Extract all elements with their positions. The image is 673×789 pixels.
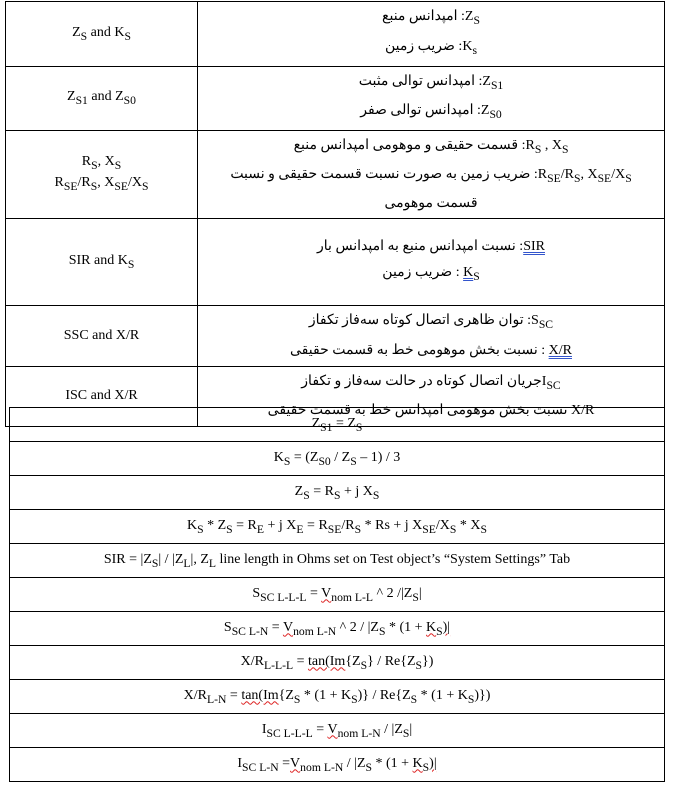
formula-cell: $X/R_{L-N} = \tan(Im\{Z_S * (1 + K_S)\} / Re\{Z_S * (1 + K_S)\})$: [10, 680, 665, 714]
formula-cell: $S_{SC L-N} = V_{nom}$ $_{L-N}$ ^ $2 / |Z_S * (1 + K_S)|$: [10, 612, 665, 646]
description-cell: $Z_S$: امپدانس منبع $K_s$: ضریب زمین: [198, 2, 665, 67]
formula-row: [10, 476, 665, 510]
formulas-table: [9, 407, 665, 782]
parameters-table: [5, 1, 665, 427]
formula-row: [10, 748, 665, 782]
formula-row: [10, 544, 665, 578]
table-row: [6, 305, 665, 366]
formula-row: [10, 510, 665, 544]
description-cell: $S_{SC}$: توان ظاهری اتصال کوتاه سه‌فاز تکفاز X/R : نسبت بخش موهومی خط به قسمت حقیقی: [198, 305, 665, 366]
param-cell: $Z_{S1}$ and $Z_{S0}$: [6, 66, 198, 131]
formula-cell: $I_{SC L-N} =V_{nom}$ $_{L-N} / |Z_S * (1 + K_S)|$: [10, 748, 665, 782]
table-row: [6, 66, 665, 131]
param-cell: SIR and $K_S$: [6, 218, 198, 305]
formula-row: [10, 714, 665, 748]
formula-cell: SIR = $|Z_S| / |Z_L|$, $Z_L$ line length in Ohms set on Test object’s “System Settings” Tab: [10, 544, 665, 578]
formula-cell: $Z_S = R_S + j$ $X_S$: [10, 476, 665, 510]
description-cell: $Z_{S1}$: امپدانس توالی مثبت $Z_{S0}$: امپدانس توالی صفر: [198, 66, 665, 131]
formula-row: [10, 646, 665, 680]
param-cell: $Z_S$ and $K_S$: [6, 2, 198, 67]
table-row: [6, 218, 665, 305]
param-cell: SSC and X/R: [6, 305, 198, 366]
formula-row: [10, 442, 665, 476]
formula-cell: $S_{SC L-L-L} = V_{nom}$ $_{L-L}$ ^ 2 $/|Z_S|$: [10, 578, 665, 612]
formula-row: [10, 408, 665, 442]
formula-row: [10, 578, 665, 612]
table-row: [6, 2, 665, 67]
formula-cell: $Z_{S1} = Z_S$: [10, 408, 665, 442]
formula-cell: $I_{SC L-L-L} = V_{nom}$ $_{L-N} / |Z_S|$: [10, 714, 665, 748]
param-cell: ISC and X/R: [6, 366, 198, 427]
formula-row: [10, 680, 665, 714]
description-cell: $I_{SC}جریان$ اتصال کوتاه در حالت سه‌فاز و تکفاز X/R نسبت بخش موهومی امپدانس خط به قسمت حقیقی: [198, 366, 665, 427]
formula-cell: $K_S = (Z_{S0} / Z_S - 1) / 3$: [10, 442, 665, 476]
formula-cell: $X/R_{L-L-L} = \tan(Im\{Z_S\} / Re\{Z_S\})$: [10, 646, 665, 680]
formula-cell: $K_S * Z_S = R_E + j$ $X_E = R_{SE}/R_S * Rs + j$ $X_{SE}/X_S * X_S$: [10, 510, 665, 544]
description-cell: SIR: نسبت امپدانس منبع به امپدانس بار $K_S$ : ضریب زمین: [198, 218, 665, 305]
param-cell: $R_S$, $X_S$ $R_{SE}/R_S$, $X_{SE}/X_S$: [6, 131, 198, 219]
description-cell: $R_S$ , $X_S$: قسمت حقیقی و موهومی امپدانس منبع $R_{SE}/R_S$, $X_{SE}/X_S$: ضریب زمین به صورت نسبت قسمت حقیقی و نسبت قسمت موهومی: [198, 131, 665, 219]
formula-row: [10, 612, 665, 646]
table-row: [6, 131, 665, 219]
